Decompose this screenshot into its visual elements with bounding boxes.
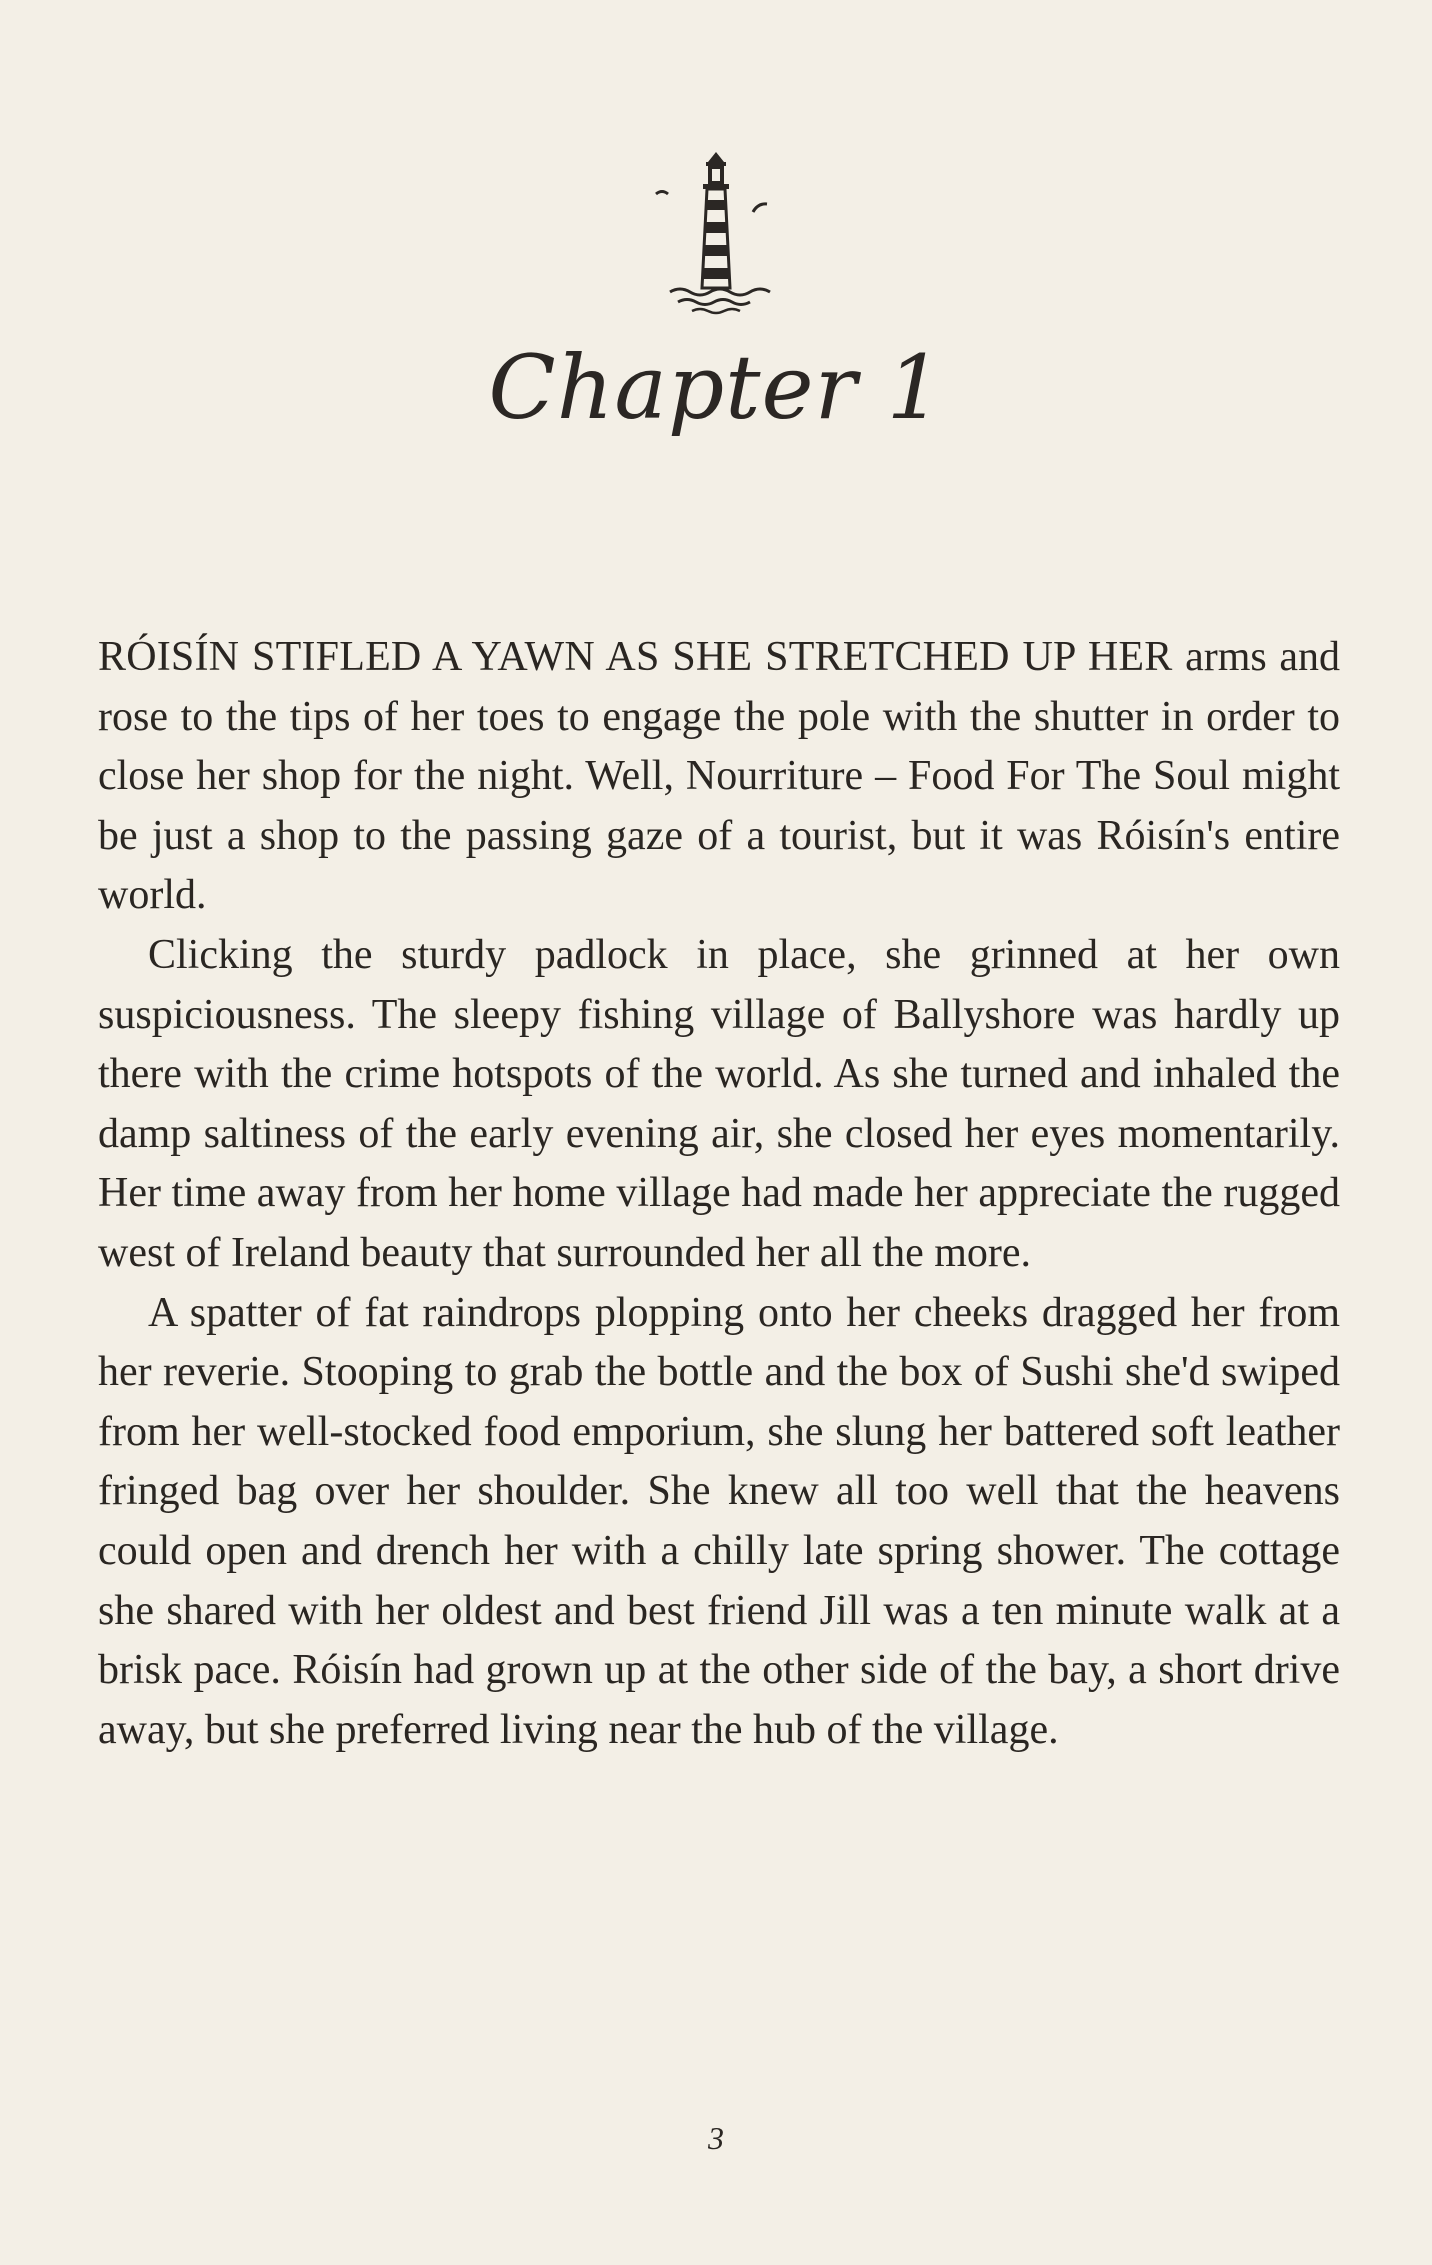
paragraph: Clicking the sturdy padlock in place, she grinned at her own suspiciousness. The sleepy fishing village of Ballyshore was hardly up there with the crime hotspots of the world. As she turned and inhaled the damp saltiness of the early evening air, she closed her eyes momentarily. Her time away from her home village had made her appreciate the rugged west of Ireland beauty that surrounded her all the more. (98, 931, 1340, 1276)
paragraph-lead: RÓISÍN STIFLED A YAWN AS SHE STRETCHED UP HER (98, 634, 1173, 680)
bird-icon (656, 192, 668, 195)
chapter-body (98, 628, 1340, 1760)
paragraph (98, 628, 1340, 926)
page-number: 3 (708, 2120, 724, 2156)
chapter-title: Chapter 1 (488, 336, 944, 439)
lighthouse-icon (648, 150, 784, 320)
paragraph-text: arms and rose to the tips of her toes to engage the pole with the shutter in order to close her shop for the night. Well, Nourriture – Food For The Soul might be just a shop to the passing gaze of a tourist, but it was Róisín's entire world. (98, 634, 1340, 919)
bird-icon (753, 204, 767, 212)
paragraph: A spatter of fat raindrops plopping onto her cheeks dragged her from her reverie. Stooping to grab the bottle and the box of Sushi she'd swiped from her well-stocked food emporium, she slung her battered soft leather fringed bag over her shoulder. She knew all too well that the heavens could open and drench her with a chilly late spring shower. The cottage she shared with her oldest and best friend Jill was a ten minute walk at a brisk pace. Róisín had grown up at the other side of the bay, a short drive away, but she preferred living near the hub of the village. (98, 1289, 1340, 1753)
